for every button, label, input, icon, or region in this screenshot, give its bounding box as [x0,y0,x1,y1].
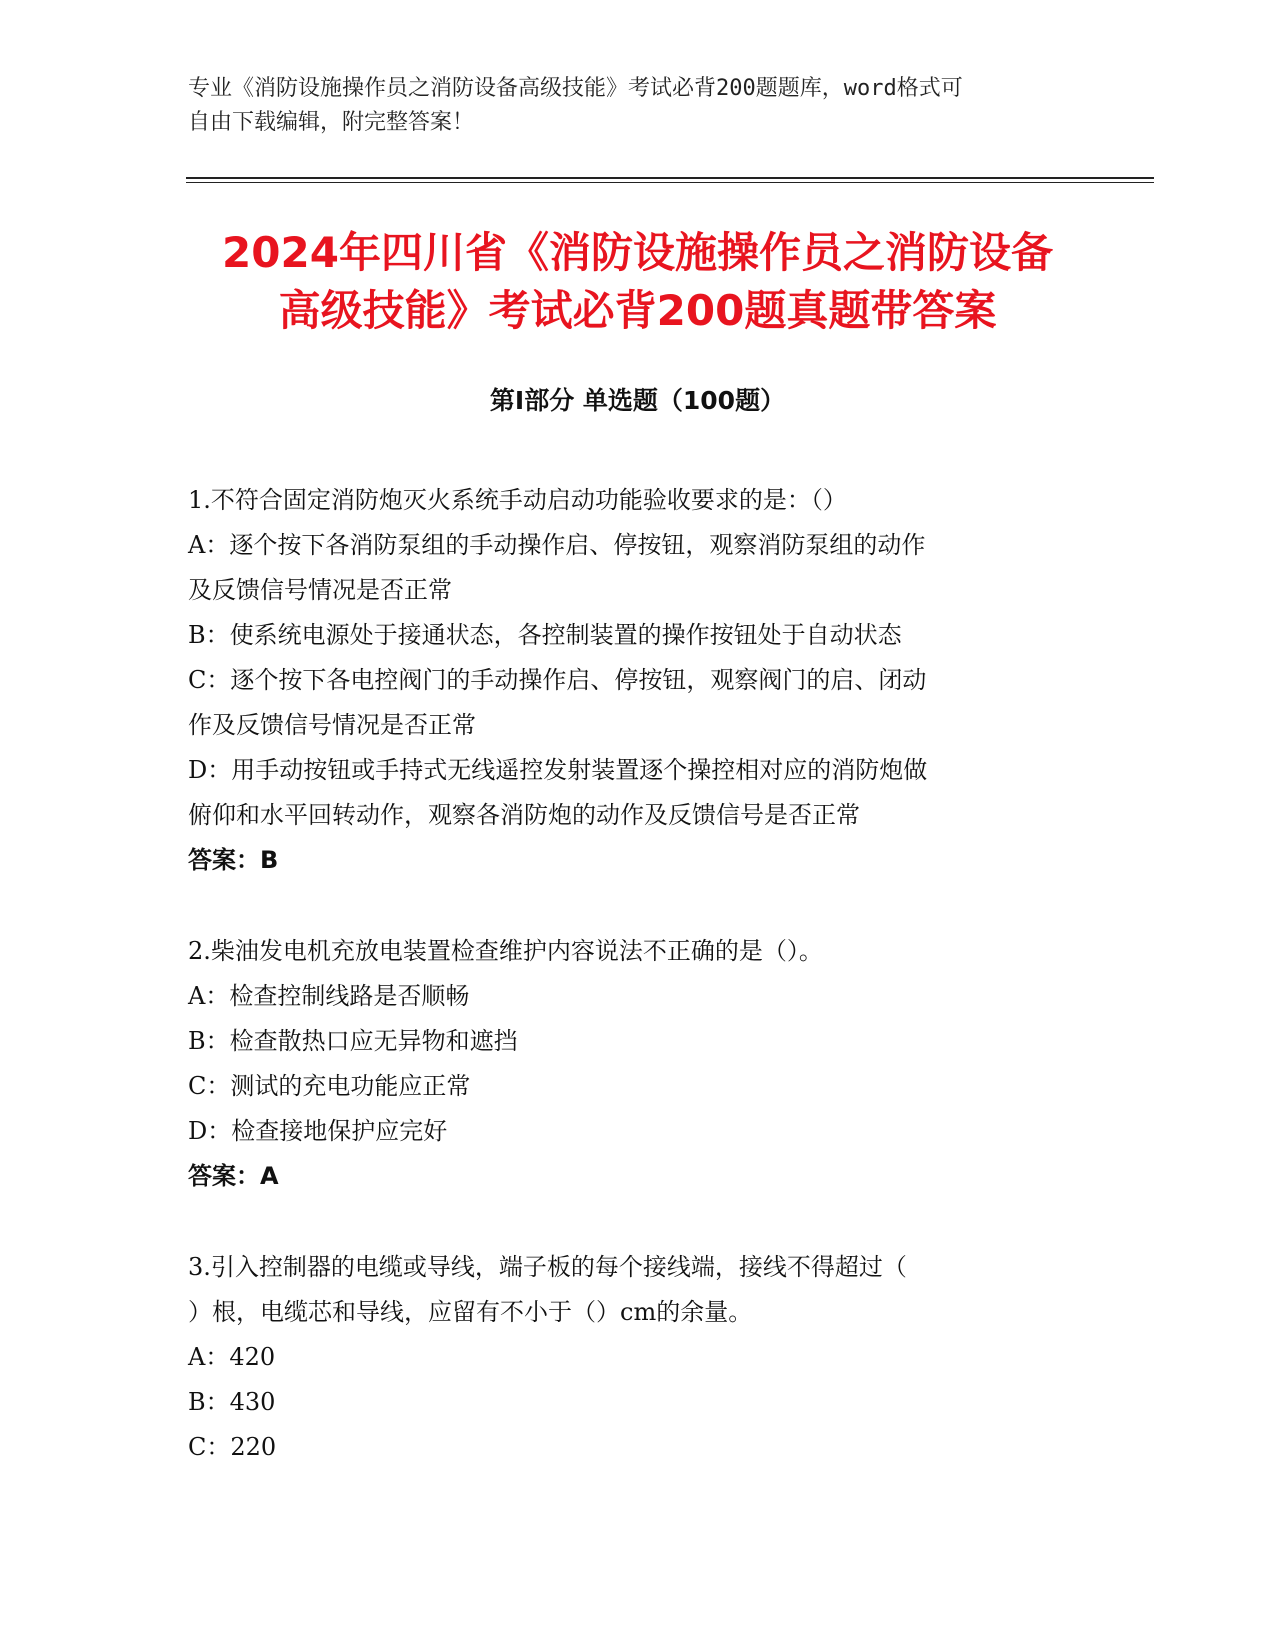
question-3 [188,1245,1093,1470]
option-a-line: A：420 [188,1343,276,1371]
question-1 [188,478,1093,883]
option-b-line: B：检查散热口应无异物和遮挡 [188,1027,518,1055]
option-a-line: 及反馈信号情况是否正常 [188,576,452,604]
section-title: 第Ⅰ部分 单选题（100题） [489,386,786,415]
header-divider-thick [186,177,1154,179]
title-line-1: 2024年四川省《消防设施操作员之消防设备 [222,228,1053,277]
option-a-line: A：逐个按下各消防泵组的手动操作启、停按钮，观察消防泵组的动作 [188,531,926,559]
question-list [188,478,1093,1516]
option-b-line: B：430 [188,1388,276,1416]
option-c-line: 作及反馈信号情况是否正常 [188,711,476,739]
option-d-line: 俯仰和水平回转动作，观察各消防炮的动作及反馈信号是否正常 [188,801,860,829]
question-stem-line: 3.引入控制器的电缆或导线，端子板的每个接线端，接线不得超过（ [188,1253,907,1281]
header-divider-thin [186,182,1154,183]
option-c-line: C：逐个按下各电控阀门的手动操作启、停按钮，观察阀门的启、闭动 [188,666,927,694]
option-d-line: D：检查接地保护应完好 [188,1117,448,1145]
option-c-line: C：测试的充电功能应正常 [188,1072,471,1100]
page-header [188,72,1088,140]
question-2 [188,929,1093,1199]
header-line-2: 自由下载编辑，附完整答案！ [188,110,475,135]
answer-label: 答案：A [188,1162,279,1190]
question-stem-line: ）根，电缆芯和导线，应留有不小于（）cm的余量。 [188,1298,753,1326]
question-stem-line: 1.不符合固定消防炮灭火系统手动启动功能验收要求的是：（） [188,486,847,514]
answer-label: 答案：B [188,846,279,874]
document-title [160,224,1115,340]
option-a-line: A：检查控制线路是否顺畅 [188,982,470,1010]
question-stem-line: 2.柴油发电机充放电装置检查维护内容说法不正确的是（）。 [188,937,823,965]
title-line-2: 高级技能》考试必背200题真题带答案 [278,286,997,335]
header-line-1: 专业《消防设施操作员之消防设备高级技能》考试必背200题题库，word格式可 [188,76,963,101]
option-d-line: D：用手动按钮或手持式无线遥控发射装置逐个操控相对应的消防炮做 [188,756,928,784]
option-c-line: C：220 [188,1433,277,1461]
option-b-line: B：使系统电源处于接通状态，各控制装置的操作按钮处于自动状态 [188,621,902,649]
